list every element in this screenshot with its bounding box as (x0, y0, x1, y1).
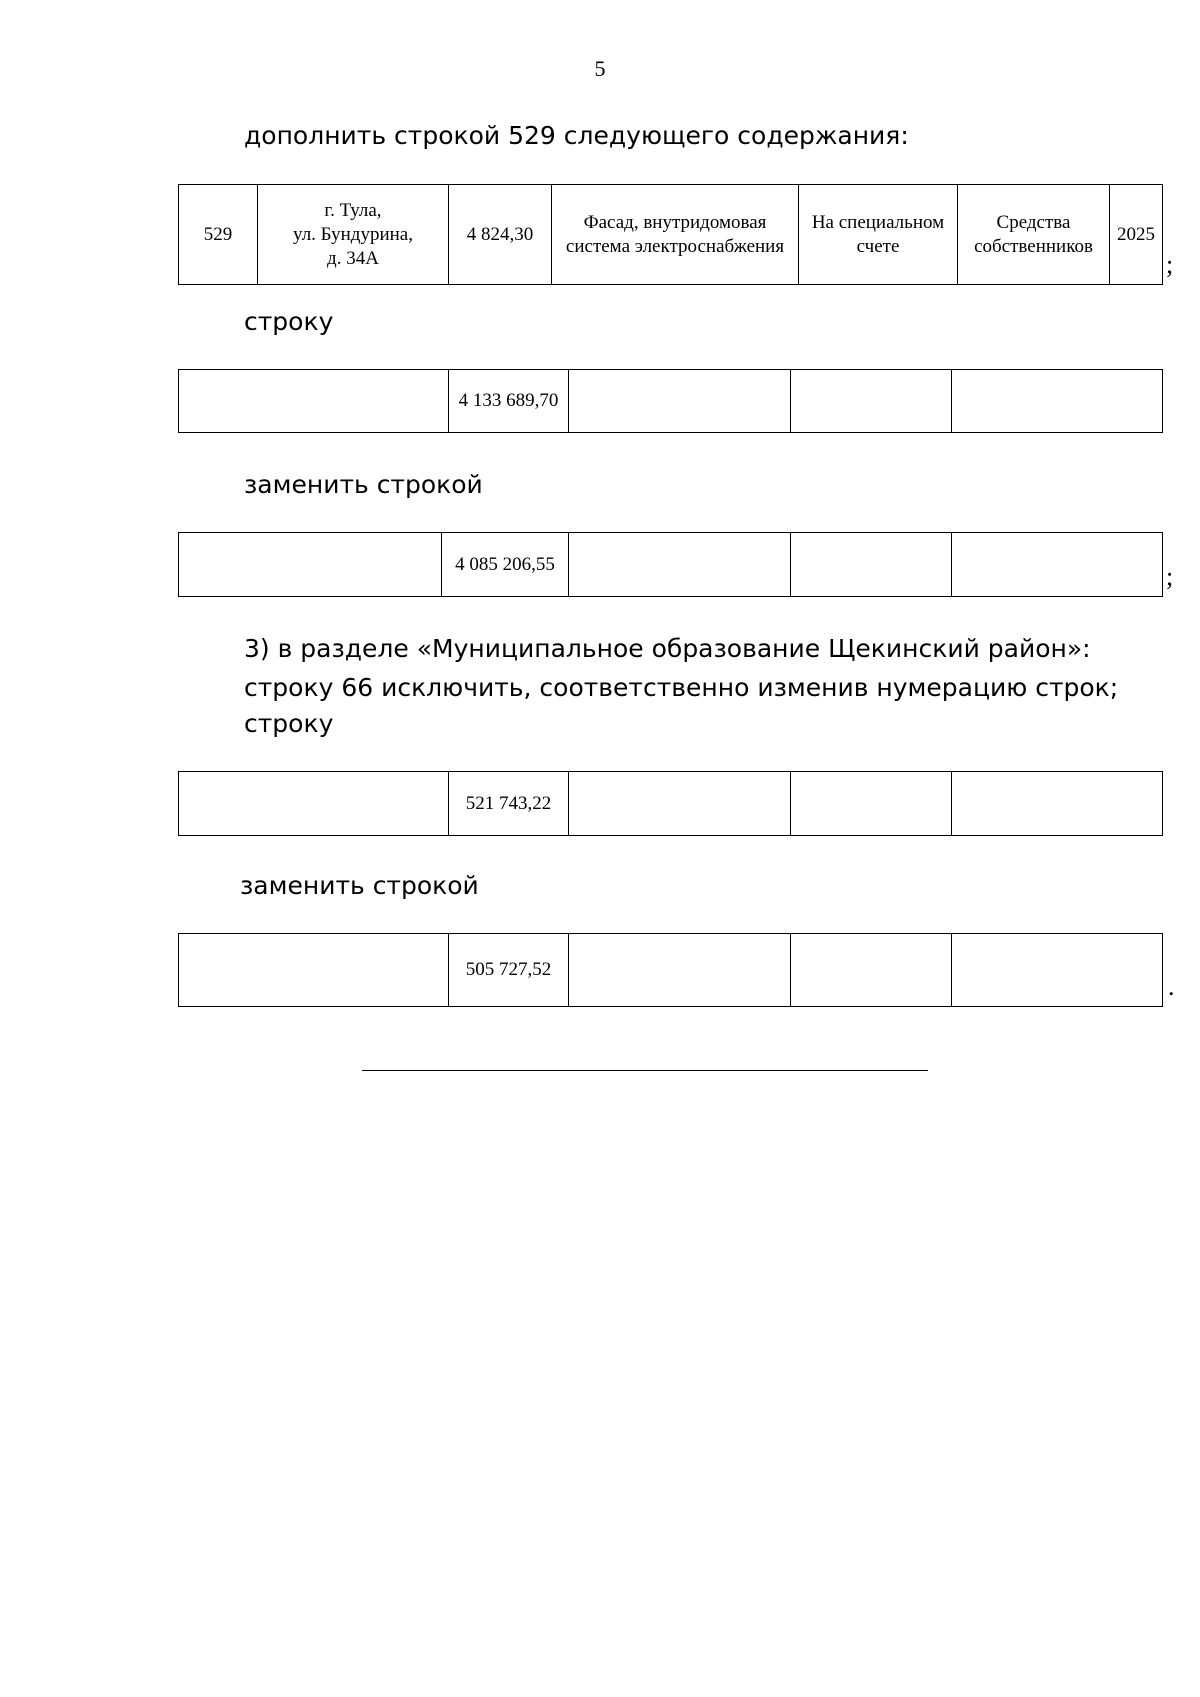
account-cell: На специальном счете (799, 185, 958, 285)
section-3-line-2: строку 66 исключить, соответственно изменив нумерацию строк; (244, 673, 1119, 702)
empty-cell (179, 772, 449, 836)
sum-cell: 4 085 206,55 (442, 533, 569, 597)
empty-cell (791, 370, 952, 433)
empty-cell (791, 934, 952, 1007)
row-number-cell: 529 (179, 185, 258, 285)
section-3-line-3: строку (244, 709, 334, 738)
table-row-old-2 (178, 771, 1163, 836)
address-cell: г. Тула, ул. Бундурина, д. 34А (258, 185, 449, 285)
year-cell: 2025 (1110, 185, 1163, 285)
semicolon-1: ; (1166, 250, 1174, 279)
empty-cell (179, 934, 449, 1007)
period-end: . (1168, 972, 1175, 1001)
sum-cell: 4 133 689,70 (449, 370, 569, 433)
page-number: 5 (594, 56, 606, 81)
empty-cell (179, 370, 449, 433)
empty-cell (952, 772, 1163, 836)
empty-cell (569, 772, 791, 836)
empty-cell (569, 934, 791, 1007)
table-row-new-1 (178, 532, 1163, 597)
work-type-cell: Фасад, внутридомовая система электроснабжения (552, 185, 799, 285)
table-row-old-1 (178, 369, 1163, 433)
closing-rule (362, 1070, 928, 1071)
label-replace-1: заменить строкой (244, 470, 483, 499)
empty-cell (791, 772, 952, 836)
sum-cell: 521 743,22 (449, 772, 569, 836)
sum-cell: 505 727,52 (449, 934, 569, 1007)
empty-cell (952, 934, 1163, 1007)
label-row-1: строку (244, 307, 334, 336)
funding-source-cell: Средства собственников (958, 185, 1110, 285)
table-row-new-2 (178, 933, 1163, 1007)
empty-cell (791, 533, 952, 597)
table-row-529 (178, 184, 1163, 285)
semicolon-2: ; (1166, 562, 1174, 591)
empty-cell (952, 533, 1163, 597)
empty-cell (952, 370, 1163, 433)
intro-text: дополнить строкой 529 следующего содержания: (244, 121, 909, 150)
empty-cell (179, 533, 442, 597)
label-replace-2: заменить строкой (240, 871, 479, 900)
section-3-line-1: 3) в разделе «Муниципальное образование Щекинский район»: (244, 634, 1091, 663)
area-cell: 4 824,30 (449, 185, 552, 285)
empty-cell (569, 533, 791, 597)
empty-cell (569, 370, 791, 433)
